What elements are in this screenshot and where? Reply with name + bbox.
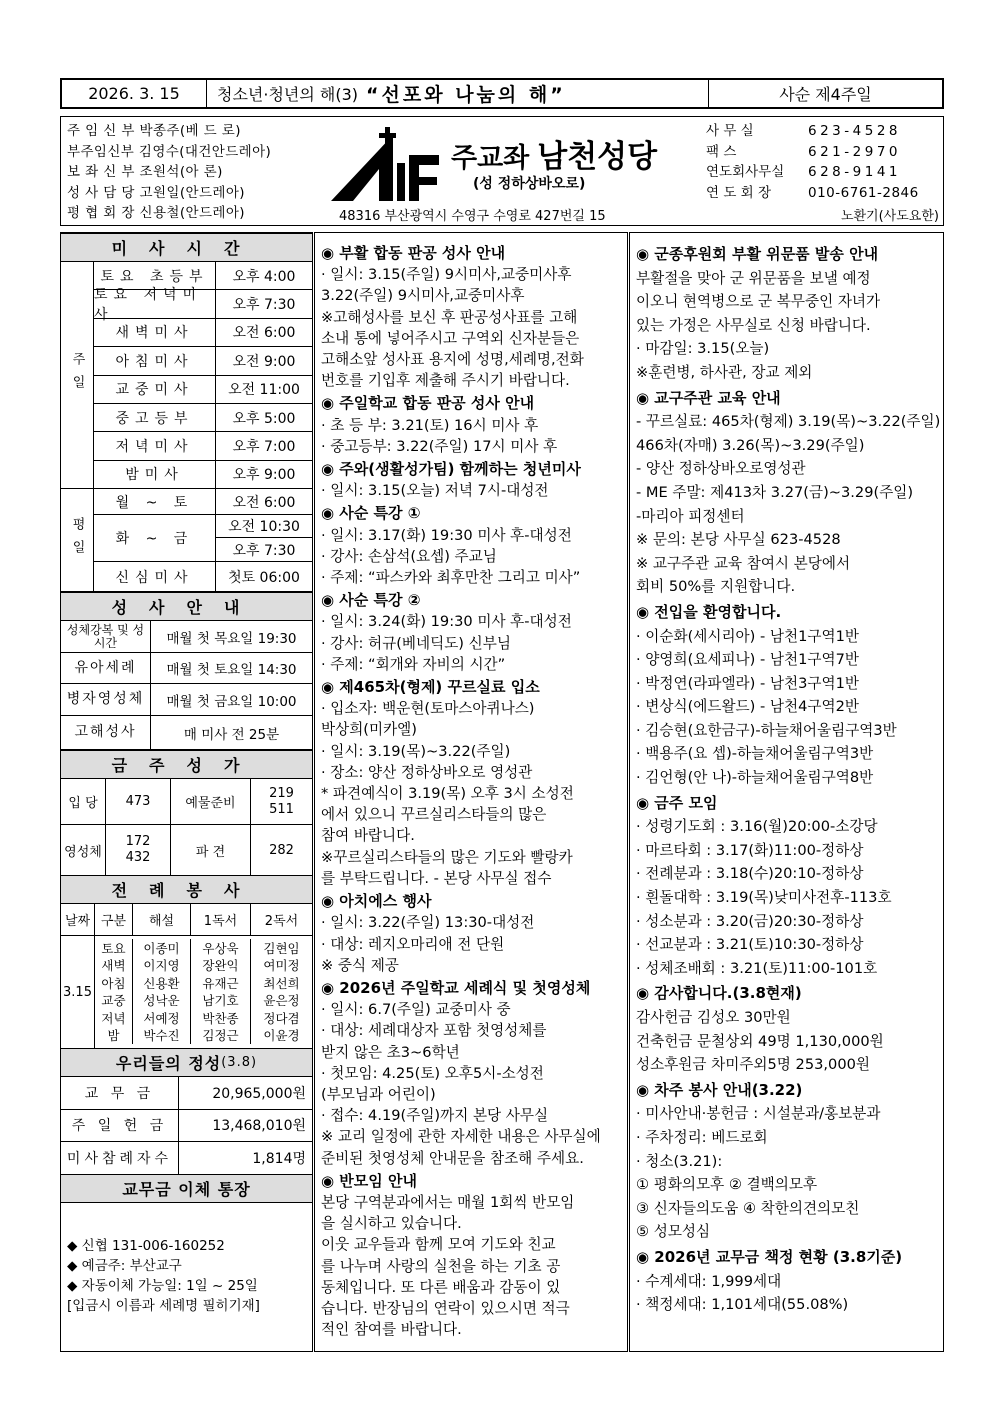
offering-row: 주 일 헌 금 13,468,010원 xyxy=(61,1110,312,1143)
church-patron: (성 정하상바오로) xyxy=(473,176,586,192)
entrance-hymn: 473 xyxy=(106,779,171,825)
sunday-mass-row: 토요 저녁미사 오후 7:30 xyxy=(94,290,312,318)
notice-line: · 성체조배회 : 3.21(토)11:00-101호 xyxy=(636,959,878,977)
staff-list xyxy=(67,121,271,224)
weekday-mass-row: 신심미사 첫토 06:00 xyxy=(94,562,312,592)
sunday-mass-row: 새벽미사 오전 6:00 xyxy=(94,319,312,347)
notice-line: · 주제: “파스카와 최후만찬 그리고 미사” xyxy=(321,569,581,587)
sunday-mass-row: 교중미사 오전 11:00 xyxy=(94,376,312,404)
weekday-label: 평일 xyxy=(61,489,94,592)
notice-line: - ME 주말: 제413차 3.27(금)~3.29(주일) xyxy=(636,483,914,501)
header-bar xyxy=(60,78,944,109)
notice-line: · 일시: 6.7(주일) 교중미사 중 xyxy=(321,1001,511,1019)
notice-line: · 이순화(세시리아) - 남천1구역1반 xyxy=(636,627,859,645)
liturgy-cell: 이종미 xyxy=(133,939,191,957)
notice-line: 성소후원금 차미주외5명 253,000원 xyxy=(636,1056,870,1074)
contact-row: 연도회사무실 628-9141 xyxy=(706,164,901,180)
notice-line: 준비된 첫영성체 안내문을 참조해 주세요. xyxy=(321,1149,584,1167)
liturgy-cell: 유재근 xyxy=(191,974,251,992)
liturgy-cell: 김정근 xyxy=(191,1027,251,1045)
slogan: “선포와 나눔의 해” xyxy=(366,84,566,106)
yeondo-representative: 노환기(사도요한) xyxy=(840,209,939,224)
liturgy-cell: 정다겸 xyxy=(263,1010,300,1026)
notice-line: · 양영희(요세피나) - 남천1구역7반 xyxy=(636,651,859,669)
liturgy-date: 3.15 xyxy=(61,936,95,1048)
liturgy-cell: 최선희 xyxy=(263,975,300,991)
liturgy-cell: 우상욱 xyxy=(191,939,251,957)
notice-heading: ◉ 반모임 안내 xyxy=(321,1171,417,1190)
notice-line: · 주차정리: 베드로회 xyxy=(636,1128,768,1146)
sunday-mass-row: 중고등부 오후 5:00 xyxy=(94,404,312,432)
sunday-mass-row: 토요 초등부 오후 4:00 xyxy=(94,262,312,290)
notice-line: ※꾸르실리스타들의 많은 기도와 빨랑카 xyxy=(321,848,573,866)
notice-line: 번호를 기입후 제출해 주시기 바랍니다. xyxy=(321,372,570,390)
liturgy-cell: 이윤경 xyxy=(263,1028,300,1044)
liturgy-header-cell: 해설 xyxy=(133,904,191,936)
offering-label: 예물준비 xyxy=(171,779,251,825)
account-line: [입금시 이름과 세례명 필히기재] xyxy=(67,1298,260,1314)
notice-line: 고해소앞 성사표 용지에 성명,세례명,전화 xyxy=(321,351,584,369)
notice-heading: ◉ 부활 합동 판공 성사 안내 xyxy=(321,244,506,262)
notice-heading: ◉ 금주 모임 xyxy=(636,793,718,812)
sacrament-row: 유아세례 매월 첫 토요일 14:30 xyxy=(61,653,312,684)
notice-line: 부활절을 맞아 군 위문품을 보낼 예정 xyxy=(636,269,871,287)
notice-line: 를 부탁드립니다. - 본당 사무실 접수 xyxy=(321,869,552,887)
notice-line: 동체입니다. 또 다른 배움과 감동이 있 xyxy=(321,1278,561,1296)
notice-line: 3.22(주일) 9시미사,교중미사후 xyxy=(321,287,525,305)
notice-line: · 일시: 3.22(주일) 13:30-대성전 xyxy=(321,914,535,932)
notice-line: · 장소: 양산 정하상바오로 영성관 xyxy=(321,763,533,781)
sunday-mass-row: 밤미사 오후 9:00 xyxy=(94,461,312,489)
dismissal-hymn: 282 xyxy=(269,842,294,858)
account-title: 교무금 이체 통장 xyxy=(61,1174,312,1203)
notice-line: ※훈련병, 하사관, 장교 제외 xyxy=(636,363,813,381)
account-line: ◆ 신협 131-006-160252 xyxy=(67,1238,225,1254)
liturgy-cell: 성낙운 xyxy=(133,992,191,1010)
staff-line: 부주임신부 김영수(대건안드레아) xyxy=(67,143,272,160)
liturgical-week: 사순 제4주일 xyxy=(779,85,872,104)
notice-line: · 백용주(요 셉)-하늘채어울림구역3반 xyxy=(636,745,874,763)
notice-line: · 변상식(에드왈드) - 남천4구역2반 xyxy=(636,698,859,716)
notice-line: 에서 있으니 꾸르실리스타들의 많은 xyxy=(321,806,547,824)
notice-heading: ◉ 차주 봉사 안내(3.22) xyxy=(636,1080,803,1099)
notice-line: · 접수: 4.19(주일)까지 본당 사무실 xyxy=(321,1107,549,1125)
notice-line: (부모님과 어린이) xyxy=(321,1085,436,1103)
notice-line: ① 평화의모후 ② 결백의모후 xyxy=(636,1176,818,1194)
notice-line: · 초 등 부: 3.21(토) 16시 미사 후 xyxy=(321,416,539,434)
weekday-mass-row: 화 ~ 금 오전 10:30 오후 7:30 xyxy=(94,515,312,562)
contact-row: 사 무 실 623-4528 xyxy=(706,123,901,139)
offering-hymn: 219 511 xyxy=(251,779,312,825)
account-line: ◆ 예금주: 부산교구 xyxy=(67,1258,182,1274)
liturgy-cell: 밤 xyxy=(95,1027,133,1045)
notice-heading: ◉ 군종후원회 부활 위문품 발송 안내 xyxy=(636,245,879,263)
notice-line: 적인 참여를 바랍니다. xyxy=(321,1321,462,1339)
notice-line: · 첫모임: 4.25(토) 오후5시-소성전 xyxy=(321,1064,544,1082)
account-info xyxy=(67,1236,260,1316)
liturgy-cell: 박찬종 xyxy=(191,1009,251,1027)
notice-line: · 전례분과 : 3.18(수)20:10-정하상 xyxy=(636,865,864,883)
dismissal-label: 파 견 xyxy=(171,825,251,875)
notices-column-right xyxy=(629,232,944,1352)
notice-line: ③ 신자들의도움 ④ 착한의견의모친 xyxy=(636,1199,860,1217)
entrance-label: 입 당 xyxy=(61,779,106,825)
notice-line: ⑤ 성모성심 xyxy=(636,1223,711,1241)
notice-heading: ◉ 감사합니다.(3.8현재) xyxy=(636,984,802,1003)
sunday-label: 주일 xyxy=(61,262,94,489)
notice-line: 감사헌금 김성오 30만원 xyxy=(636,1009,791,1026)
liturgy-cell: 교중 xyxy=(95,992,133,1010)
notice-line: 있는 가정은 사무실로 신청 바랍니다. xyxy=(636,316,871,334)
church-address: 48316 부산광역시 수영구 수영로 427번길 15 xyxy=(339,209,606,224)
parish-info-box xyxy=(60,116,944,226)
notice-line: 466차(자매) 3.26(목)~3.29(주일) xyxy=(636,436,865,454)
liturgy-cell: 신용환 xyxy=(133,974,191,992)
communion-label: 영성체 xyxy=(61,825,106,875)
notice-line: · 선교분과 : 3.21(토)10:30-정하상 xyxy=(636,936,864,954)
notice-heading: ◉ 전입을 환영합니다. xyxy=(636,602,782,621)
offerings-title: 우리들의 정성 (3.8) xyxy=(61,1048,312,1077)
liturgy-cell: 아침 xyxy=(95,974,133,992)
offering-row: 교 무 금 20,965,000원 xyxy=(61,1077,312,1110)
notice-heading: ◉ 사순 특강 ① xyxy=(321,504,421,523)
sunday-mass-row: 저녁미사 오후 7:00 xyxy=(94,432,312,460)
notice-line: 본당 구역분과에서는 매월 1회씩 반모임 xyxy=(321,1193,575,1211)
liturgy-cell: 서예정 xyxy=(133,1009,191,1027)
notice-line: 이웃 교우들과 함께 모여 기도와 친교 xyxy=(321,1236,556,1254)
liturgy-cell: 박수진 xyxy=(133,1027,191,1045)
notice-line: ※ 교리 일정에 관한 자세한 내용은 사무실에 xyxy=(321,1128,601,1146)
church-logo-icon xyxy=(323,125,443,205)
sacrament-row: 병자영성체 매월 첫 금요일 10:00 xyxy=(61,684,312,716)
notice-heading: ◉ 교구주관 교육 안내 xyxy=(636,388,781,407)
notice-line: · 강사: 허규(베네딕도) 신부님 xyxy=(321,634,511,652)
notice-line: 받지 않은 초3~6학년 xyxy=(321,1043,460,1061)
notice-line: · 주제: “회개와 자비의 시간” xyxy=(321,655,506,673)
liturgy-cell: 이지영 xyxy=(133,957,191,975)
notice-line: · 입소자: 백운현(토마스아퀴나스) xyxy=(321,700,535,718)
church-prefix: 주교좌 xyxy=(451,143,530,174)
notice-heading: ◉ 주와(생활성가팀) 함께하는 청년미사 xyxy=(321,460,581,479)
notice-heading: ◉ 2026년 교무금 책정 현황 (3.8기준) xyxy=(636,1247,903,1266)
notice-line: · 박정연(라파엘라) - 남천3구역1반 xyxy=(636,674,859,692)
liturgy-cell: 남기호 xyxy=(191,992,251,1010)
notice-heading: ◉ 사순 특강 ② xyxy=(321,591,421,610)
liturgy-header-cell: 구분 xyxy=(95,904,133,936)
account-line: ◆ 자동이체 가능일: 1일 ~ 25일 xyxy=(67,1278,258,1294)
liturgy-cell: 윤은정 xyxy=(263,993,300,1009)
notice-line: 을 실시하고 있습니다. xyxy=(321,1215,462,1233)
notice-line: - 양산 정하상바오로영성관 xyxy=(636,460,806,478)
church-main-name: 남천성당 xyxy=(537,139,658,175)
staff-line: 보 좌 신 부 조원석(아 론) xyxy=(67,164,223,180)
sunday-mass-row: 아침미사 오전 9:00 xyxy=(94,347,312,375)
notice-heading: ◉ 주일학교 합동 판공 성사 안내 xyxy=(321,394,535,413)
hymn-title: 금주성가 xyxy=(61,750,312,779)
staff-line: 주 임 신 부 박종주(베 드 로) xyxy=(67,123,241,139)
notice-line: -마리아 피정센터 xyxy=(636,507,745,525)
notice-line: · 일시: 3.24(화) 19:30 미사 후-대성전 xyxy=(321,613,572,631)
notice-line: 를 나누며 사랑의 실천을 하는 기초 공 xyxy=(321,1257,561,1275)
contact-list xyxy=(706,121,919,203)
notice-line: · 대상: 레지오마리애 전 단원 xyxy=(321,935,505,953)
weekday-mass-row: 월 ~ 토 오전 6:00 xyxy=(94,489,312,515)
notice-line: 습니다. 반장님의 연락이 있으시면 적극 xyxy=(321,1299,570,1317)
notice-line: · 성령기도회 : 3.16(월)20:00-소강당 xyxy=(636,818,878,836)
notice-line: · 중고등부: 3.22(주일) 17시 미사 후 xyxy=(321,437,558,455)
mass-title: 미사시간 xyxy=(61,233,312,262)
liturgy-cell: 토요 xyxy=(95,939,133,957)
notice-line: · 미사안내·봉헌금 : 시설분과/홍보분과 xyxy=(636,1105,881,1123)
church-name xyxy=(451,131,657,176)
liturgy-bottom-rule xyxy=(61,1048,312,1049)
notice-line: ※고해성사를 보신 후 판공성사표를 고해 xyxy=(321,308,578,326)
notice-line: · 마르타회 : 3.17(화)11:00-정하상 xyxy=(636,841,864,859)
liturgy-header-cell: 2독서 xyxy=(251,904,312,936)
year-theme-cell xyxy=(207,80,709,107)
liturgy-header-cell: 1독서 xyxy=(191,904,251,936)
year-theme: 청소년·청년의 해(3) xyxy=(217,85,359,104)
notice-line: ※ 중식 제공 xyxy=(321,956,399,974)
staff-line: 성 사 담 당 고원일(안드레아) xyxy=(67,184,245,201)
notice-line: ※ 교구주관 교육 참여시 본당에서 xyxy=(636,554,851,572)
notice-line: · 수계세대: 1,999세대 xyxy=(636,1272,782,1290)
contact-row: 팩 스 621-2970 xyxy=(706,143,901,160)
notice-line: · 김승현(요한금구)-하늘채어울림구역3반 xyxy=(636,721,897,739)
sacrament-title: 성사안내 xyxy=(61,592,312,621)
staff-line: 평 협 회 장 신용철(안드레아) xyxy=(67,205,245,221)
notice-line: · 일시: 3.15(오늘) 저녁 7시-대성전 xyxy=(321,482,549,500)
notice-line: · 일시: 3.15(주일) 9시미사,교중미사후 xyxy=(321,266,572,284)
schedule-column xyxy=(60,232,313,1352)
notice-line: 박상희(미카엘) xyxy=(321,721,417,739)
notice-line: · 일시: 3.19(목)~3.22(주일) xyxy=(321,742,511,760)
notice-heading: ◉ 아치에스 행사 xyxy=(321,892,432,911)
liturgy-cell: 새벽 xyxy=(95,957,133,975)
notice-line: · 책정세대: 1,101세대(55.08%) xyxy=(636,1296,849,1314)
notice-line: · 김언형(안 나)-하늘채어울림구역8반 xyxy=(636,769,874,787)
liturgy-cell: 김현임 xyxy=(263,940,300,956)
notice-line: · 마감일: 3.15(오늘) xyxy=(636,340,770,358)
notice-heading: ◉ 제465차(형제) 꾸르실료 입소 xyxy=(321,678,540,697)
communion-hymn: 172 432 xyxy=(106,825,171,875)
contact-row: 연 도 회 장 010-6761-2846 xyxy=(706,184,919,201)
sacrament-row: 고해성사 매 미사 전 25분 xyxy=(61,716,312,750)
liturgy-cell: 저녁 xyxy=(95,1009,133,1027)
liturgy-title: 전례봉사 xyxy=(61,875,312,904)
notice-line: · 성소분과 : 3.20(금)20:30-정하상 xyxy=(636,912,864,930)
offering-row: 미사참례자수 1,814명 xyxy=(61,1142,312,1175)
notice-line: 이오니 현역병으로 군 복무중인 자녀가 xyxy=(636,293,881,311)
notice-line: · 흰돌대학 : 3.19(목)낮미사전후-113호 xyxy=(636,889,892,907)
liturgy-cell: 장완익 xyxy=(191,957,251,975)
notice-line: · 대상: 세례대상자 포함 첫영성체를 xyxy=(321,1022,547,1040)
liturgy-header-cell: 날짜 xyxy=(61,904,95,936)
notice-line: 건축헌금 문철상외 49명 1,130,000원 xyxy=(636,1032,884,1050)
notice-line: · 일시: 3.17(화) 19:30 미사 후-대성전 xyxy=(321,526,572,544)
notice-line: 참여 바랍니다. xyxy=(321,827,415,845)
bulletin-date: 2026. 3. 15 xyxy=(62,80,207,107)
notice-heading: ◉ 2026년 주일학교 세례식 및 첫영성체 xyxy=(321,978,591,997)
notices-column-middle xyxy=(314,232,628,1352)
sacrament-row: 성체강복 및 성시간 매월 첫 목요일 19:30 xyxy=(61,621,312,653)
liturgy-cell: 여미정 xyxy=(263,958,300,974)
notice-line: 회비 50%를 지원합니다. xyxy=(636,578,796,596)
notice-line: 소내 통에 넣어주시고 구역외 신자분들은 xyxy=(321,329,580,347)
notice-line: - 꾸르실료: 465차(형제) 3.19(목)~3.22(주일) xyxy=(636,413,941,431)
notice-line: ※ 문의: 본당 사무실 623-4528 xyxy=(636,531,841,549)
notice-line: · 청소(3.21): xyxy=(636,1152,723,1170)
notice-line: * 파견예식이 3.19(목) 오후 3시 소성전 xyxy=(321,785,574,803)
notice-line: · 강사: 손삼석(요셉) 주교님 xyxy=(321,547,497,565)
